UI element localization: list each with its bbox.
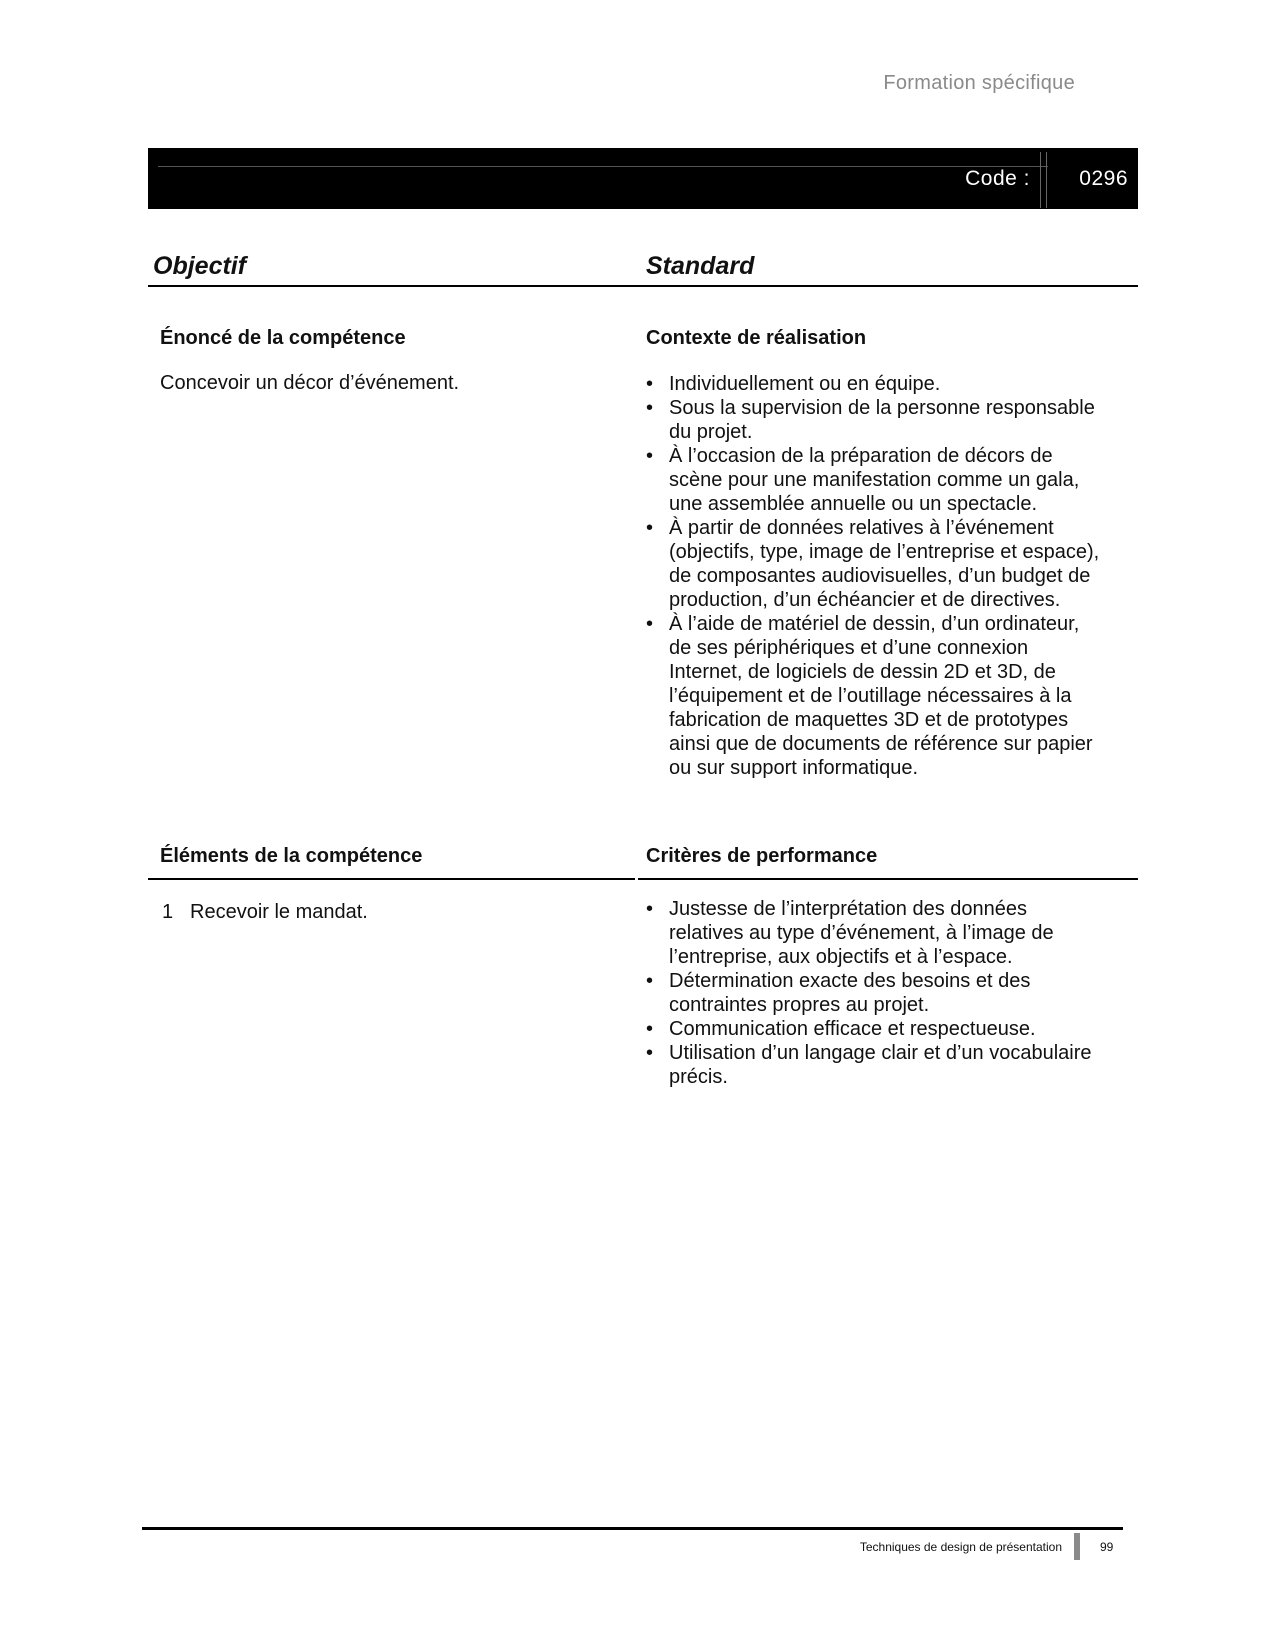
column-heading-objectif: Objectif (153, 252, 247, 280)
list-item (646, 396, 1101, 444)
list-item (646, 444, 1101, 516)
code-bar (148, 148, 1138, 209)
bullet-icon: • (646, 445, 654, 467)
code-bar-separator (1046, 152, 1047, 208)
list-item-text: À l’aide de matériel de dessin, d’un ordinateur, de ses périphériques et d’une connexion Internet, de logiciels de dessin 2D et 3D, de l’équipement et de l’outillage nécessaires à la fabrication de maquettes 3D et de prototypes ainsi que de documents de référence sur papier ou sur support informatique. (669, 613, 1093, 779)
competence-elements-heading: Éléments de la compétence (160, 845, 423, 867)
list-item-text: Justesse de l’interprétation des données relatives au type d’événement, à l’image de l’entreprise, aux objectifs et à l’espace. (669, 898, 1054, 968)
column-heading-rule (148, 285, 1138, 287)
realization-context-list (646, 372, 1101, 780)
running-head: Formation spécifique (883, 72, 1075, 94)
page-number: 99 (1100, 1540, 1114, 1554)
realization-context-heading: Contexte de réalisation (646, 327, 867, 349)
list-item-text: Utilisation d’un langage clair et d’un vocabulaire précis. (669, 1042, 1092, 1088)
code-label: Code : (965, 167, 1030, 190)
list-item (646, 897, 1101, 969)
column-heading-standard: Standard (646, 252, 755, 280)
bullet-icon: • (646, 898, 654, 920)
bullet-icon: • (646, 397, 654, 419)
footer-rule (142, 1527, 1123, 1530)
list-item-text: Communication efficace et respectueuse. (669, 1018, 1036, 1040)
performance-criteria-rule (638, 878, 1138, 880)
bullet-icon: • (646, 517, 654, 539)
list-item-text: À partir de données relatives à l’événement (objectifs, type, image de l’entreprise et espace), de composantes audiovisuelles, d’un budget de production, d’un échéancier et de directives. (669, 517, 1100, 611)
list-item-text: Sous la supervision de la personne responsable du projet. (669, 397, 1095, 443)
element-number: 1 (162, 901, 174, 923)
list-item (646, 516, 1101, 612)
bullet-icon: • (646, 1042, 654, 1064)
performance-criteria-list (646, 897, 1101, 1089)
competence-statement-text: Concevoir un décor d’événement. (160, 372, 460, 394)
list-item (646, 372, 1101, 396)
list-item (646, 612, 1101, 780)
code-bar-separator (1040, 152, 1041, 208)
list-item (646, 1017, 1101, 1041)
bullet-icon: • (646, 970, 654, 992)
list-item-text: Détermination exacte des besoins et des contraintes propres au projet. (669, 970, 1031, 1016)
code-bar-rule (158, 166, 1048, 167)
competence-statement-heading: Énoncé de la compétence (160, 327, 406, 349)
footer-separator (1074, 1533, 1080, 1560)
bullet-icon: • (646, 1018, 654, 1040)
list-item (646, 1041, 1101, 1089)
bullet-icon: • (646, 373, 654, 395)
list-item (646, 969, 1101, 1017)
bullet-icon: • (646, 613, 654, 635)
list-item-text: Individuellement ou en équipe. (669, 373, 941, 395)
competence-elements-rule (148, 878, 635, 880)
footer-title: Techniques de design de présentation (859, 1540, 1062, 1554)
element-text: Recevoir le mandat. (190, 901, 368, 923)
code-value: 0296 (1079, 167, 1128, 190)
performance-criteria-heading: Critères de performance (646, 845, 878, 867)
list-item-text: À l’occasion de la préparation de décors de scène pour une manifestation comme un gala, une assemblée annuelle ou un spectacle. (669, 445, 1080, 515)
